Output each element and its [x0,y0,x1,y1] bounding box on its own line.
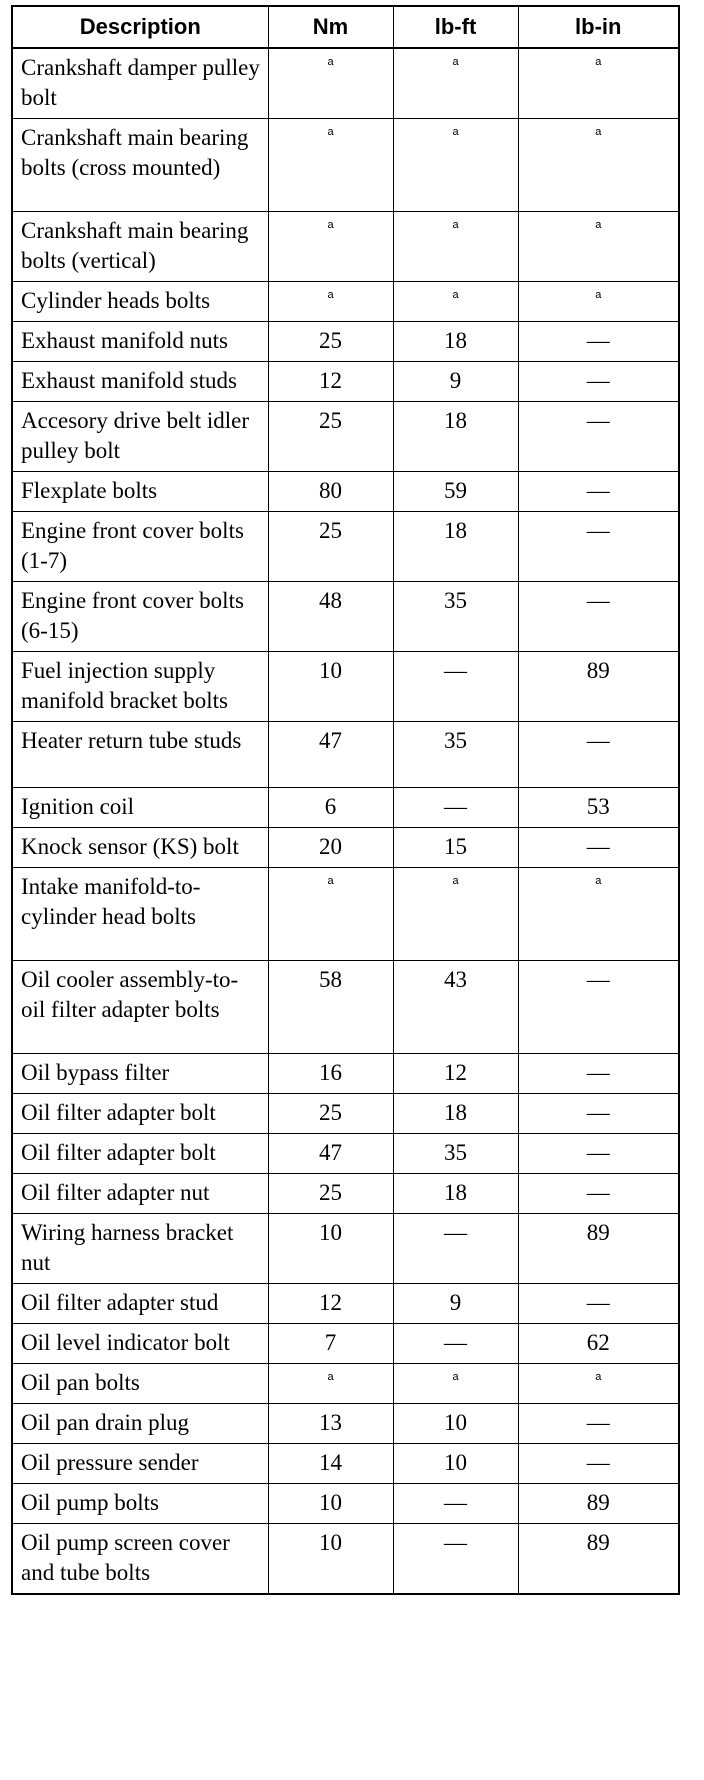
cell-lb-in [518,1364,679,1404]
cell-lb-ft [393,402,518,472]
cell-description: Cylinder heads bolts [12,282,268,322]
cell-nm [268,868,393,961]
cell-value: — [586,478,610,503]
footnote-marker: a [452,1371,459,1383]
table-row [12,322,679,362]
cell-lb-in [518,582,679,652]
table-row [12,1324,679,1364]
footnote-marker: a [452,219,459,231]
cell-value: — [586,1060,610,1085]
cell-value: 15 [444,834,467,859]
cell-nm [268,1444,393,1484]
footnote-marker: a [452,126,459,138]
cell-nm [268,472,393,512]
cell-lb-ft [393,652,518,722]
cell-nm [268,828,393,868]
cell-value: — [586,834,610,859]
table-row [12,652,679,722]
cell-lb-ft [393,1364,518,1404]
cell-nm [268,1094,393,1134]
cell-value: — [586,728,610,753]
cell-value: 58 [319,967,342,992]
cell-lb-in [518,402,679,472]
header-lb-in: lb-in [518,6,679,48]
table-row [12,868,679,961]
cell-lb-in [518,722,679,788]
cell-description: Oil pan drain plug [12,1404,268,1444]
cell-value: 47 [319,1140,342,1165]
header-row [12,6,679,48]
cell-lb-in [518,1404,679,1444]
table-row [12,1404,679,1444]
cell-description: Fuel injection supply manifold bracket bolts [12,652,268,722]
cell-value: 59 [444,478,467,503]
cell-lb-in [518,652,679,722]
cell-value: 7 [324,1330,337,1355]
cell-value: — [444,794,467,819]
cell-value: 35 [444,1140,467,1165]
cell-nm [268,212,393,282]
table-row [12,1094,679,1134]
cell-nm [268,788,393,828]
torque-spec-table [11,5,680,1595]
footnote-marker: a [595,1371,602,1383]
footnote-marker: a [327,1371,334,1383]
table-row [12,1174,679,1214]
cell-value: 43 [444,967,467,992]
cell-nm [268,119,393,212]
cell-value: — [444,658,467,683]
table-row [12,828,679,868]
cell-lb-ft [393,722,518,788]
footnote-marker: a [327,219,334,231]
cell-lb-in [518,1284,679,1324]
cell-nm [268,1284,393,1324]
header-lb-ft: lb-ft [393,6,518,48]
cell-value: 9 [449,368,462,393]
cell-lb-in [518,828,679,868]
cell-lb-ft [393,1484,518,1524]
cell-nm [268,1324,393,1364]
cell-nm [268,322,393,362]
table-row [12,119,679,212]
cell-lb-in [518,1484,679,1524]
cell-lb-ft [393,48,518,119]
cell-nm [268,1134,393,1174]
cell-value: — [586,328,610,353]
cell-value: 10 [319,658,342,683]
cell-lb-in [518,1524,679,1595]
table-row [12,512,679,582]
cell-value: — [444,1330,467,1355]
cell-lb-ft [393,961,518,1054]
footnote-marker: a [595,875,602,887]
cell-lb-ft [393,1444,518,1484]
cell-nm [268,1524,393,1595]
cell-description: Accesory drive belt idler pulley bolt [12,402,268,472]
cell-lb-in [518,1054,679,1094]
table-row [12,1484,679,1524]
footnote-marker: a [595,219,602,231]
table-row [12,1444,679,1484]
cell-lb-ft [393,472,518,512]
cell-value: 16 [319,1060,342,1085]
cell-lb-in [518,868,679,961]
cell-description: Oil pump bolts [12,1484,268,1524]
cell-lb-ft [393,828,518,868]
cell-value: 47 [319,728,342,753]
table-row [12,1524,679,1595]
cell-description: Knock sensor (KS) bolt [12,828,268,868]
cell-lb-ft [393,1134,518,1174]
cell-value: 35 [444,588,467,613]
cell-description: Oil filter adapter stud [12,1284,268,1324]
cell-lb-ft [393,788,518,828]
cell-value: 14 [319,1450,342,1475]
cell-value: 89 [586,1220,610,1245]
table-row [12,362,679,402]
cell-description: Oil cooler assembly-to-oil filter adapter bolts [12,961,268,1054]
cell-lb-in [518,1094,679,1134]
cell-lb-in [518,48,679,119]
footnote-marker: a [327,289,334,301]
cell-lb-ft [393,868,518,961]
header-nm: Nm [268,6,393,48]
cell-value: 12 [444,1060,467,1085]
cell-description: Crankshaft main bearing bolts (vertical) [12,212,268,282]
table-row [12,212,679,282]
cell-value: 12 [319,368,342,393]
cell-value: 89 [586,658,610,683]
cell-description: Oil pressure sender [12,1444,268,1484]
cell-lb-ft [393,1524,518,1595]
cell-nm [268,961,393,1054]
cell-value: — [586,1180,610,1205]
cell-lb-in [518,119,679,212]
cell-description: Intake manifold-to-cylinder head bolts [12,868,268,961]
cell-description: Oil filter adapter nut [12,1174,268,1214]
table-row [12,402,679,472]
cell-value: 18 [444,408,467,433]
cell-value: — [586,967,610,992]
cell-lb-ft [393,582,518,652]
footnote-marker: a [327,875,334,887]
cell-value: — [444,1530,467,1555]
cell-value: — [586,588,610,613]
footnote-marker: a [595,289,602,301]
table-row [12,722,679,788]
cell-nm [268,282,393,322]
cell-description: Ignition coil [12,788,268,828]
cell-description: Wiring harness bracket nut [12,1214,268,1284]
cell-lb-in [518,472,679,512]
cell-value: — [586,1410,610,1435]
table-row [12,961,679,1054]
cell-description: Exhaust manifold studs [12,362,268,402]
footnote-marker: a [595,56,602,68]
cell-description: Heater return tube studs [12,722,268,788]
cell-value: — [444,1220,467,1245]
cell-lb-in [518,1324,679,1364]
cell-nm [268,1174,393,1214]
cell-lb-ft [393,212,518,282]
cell-value: 53 [586,794,610,819]
cell-value: 18 [444,518,467,543]
cell-description: Oil filter adapter bolt [12,1094,268,1134]
footnote-marker: a [327,56,334,68]
cell-value: 10 [319,1530,342,1555]
cell-lb-ft [393,1094,518,1134]
table-body [12,48,679,1594]
cell-lb-in [518,212,679,282]
cell-lb-in [518,362,679,402]
cell-description: Engine front cover bolts (1-7) [12,512,268,582]
cell-description: Crankshaft main bearing bolts (cross mounted) [12,119,268,212]
cell-lb-ft [393,282,518,322]
footnote-marker: a [452,289,459,301]
cell-value: — [586,368,610,393]
cell-value: 20 [319,834,342,859]
cell-lb-ft [393,1404,518,1444]
cell-value: 48 [319,588,342,613]
cell-description: Oil bypass filter [12,1054,268,1094]
cell-description: Oil level indicator bolt [12,1324,268,1364]
cell-lb-in [518,1214,679,1284]
cell-value: 12 [319,1290,342,1315]
cell-value: — [586,1140,610,1165]
cell-value: 9 [449,1290,462,1315]
cell-value: 6 [324,794,337,819]
cell-nm [268,722,393,788]
footnote-marker: a [452,56,459,68]
footnote-marker: a [327,126,334,138]
cell-lb-ft [393,512,518,582]
cell-value: 10 [319,1220,342,1245]
footnote-marker: a [595,126,602,138]
cell-description: Crankshaft damper pulley bolt [12,48,268,119]
cell-nm [268,1364,393,1404]
cell-value: — [586,1290,610,1315]
table-row [12,48,679,119]
cell-value: 18 [444,1100,467,1125]
cell-nm [268,1054,393,1094]
cell-value: 10 [444,1450,467,1475]
cell-value: 25 [319,1180,342,1205]
footnote-marker: a [452,875,459,887]
table-row [12,472,679,512]
cell-description: Oil filter adapter bolt [12,1134,268,1174]
cell-lb-ft [393,322,518,362]
table-row [12,582,679,652]
table-row [12,1214,679,1284]
table-row [12,1284,679,1324]
cell-lb-in [518,282,679,322]
table-row [12,1364,679,1404]
cell-value: — [586,518,610,543]
table-row [12,1054,679,1094]
cell-nm [268,362,393,402]
cell-lb-in [518,1174,679,1214]
cell-lb-ft [393,119,518,212]
cell-lb-ft [393,1324,518,1364]
cell-description: Engine front cover bolts (6-15) [12,582,268,652]
cell-value: 13 [319,1410,342,1435]
cell-value: 25 [319,1100,342,1125]
cell-description: Oil pump screen cover and tube bolts [12,1524,268,1595]
cell-nm [268,1404,393,1444]
cell-lb-in [518,512,679,582]
cell-nm [268,1484,393,1524]
cell-value: 25 [319,518,342,543]
cell-value: 62 [586,1330,610,1355]
cell-nm [268,402,393,472]
cell-lb-ft [393,1054,518,1094]
table-row [12,788,679,828]
table-row [12,1134,679,1174]
cell-lb-in [518,322,679,362]
cell-nm [268,1214,393,1284]
cell-nm [268,652,393,722]
cell-value: 89 [586,1530,610,1555]
cell-value: 10 [319,1490,342,1515]
cell-value: 18 [444,1180,467,1205]
cell-value: — [444,1490,467,1515]
cell-value: 10 [444,1410,467,1435]
cell-value: 25 [319,328,342,353]
cell-lb-in [518,788,679,828]
cell-value: 35 [444,728,467,753]
header-description: Description [12,6,268,48]
cell-lb-in [518,1134,679,1174]
cell-nm [268,582,393,652]
cell-value: — [586,1450,610,1475]
cell-nm [268,48,393,119]
table-row [12,282,679,322]
cell-nm [268,512,393,582]
cell-value: 18 [444,328,467,353]
cell-lb-ft [393,1284,518,1324]
cell-value: — [586,408,610,433]
cell-value: 25 [319,408,342,433]
cell-value: — [586,1100,610,1125]
cell-lb-in [518,1444,679,1484]
cell-lb-in [518,961,679,1054]
cell-lb-ft [393,362,518,402]
cell-description: Flexplate bolts [12,472,268,512]
cell-value: 89 [586,1490,610,1515]
cell-description: Oil pan bolts [12,1364,268,1404]
cell-lb-ft [393,1174,518,1214]
cell-value: 80 [319,478,342,503]
cell-description: Exhaust manifold nuts [12,322,268,362]
cell-lb-ft [393,1214,518,1284]
table-header [12,6,679,48]
